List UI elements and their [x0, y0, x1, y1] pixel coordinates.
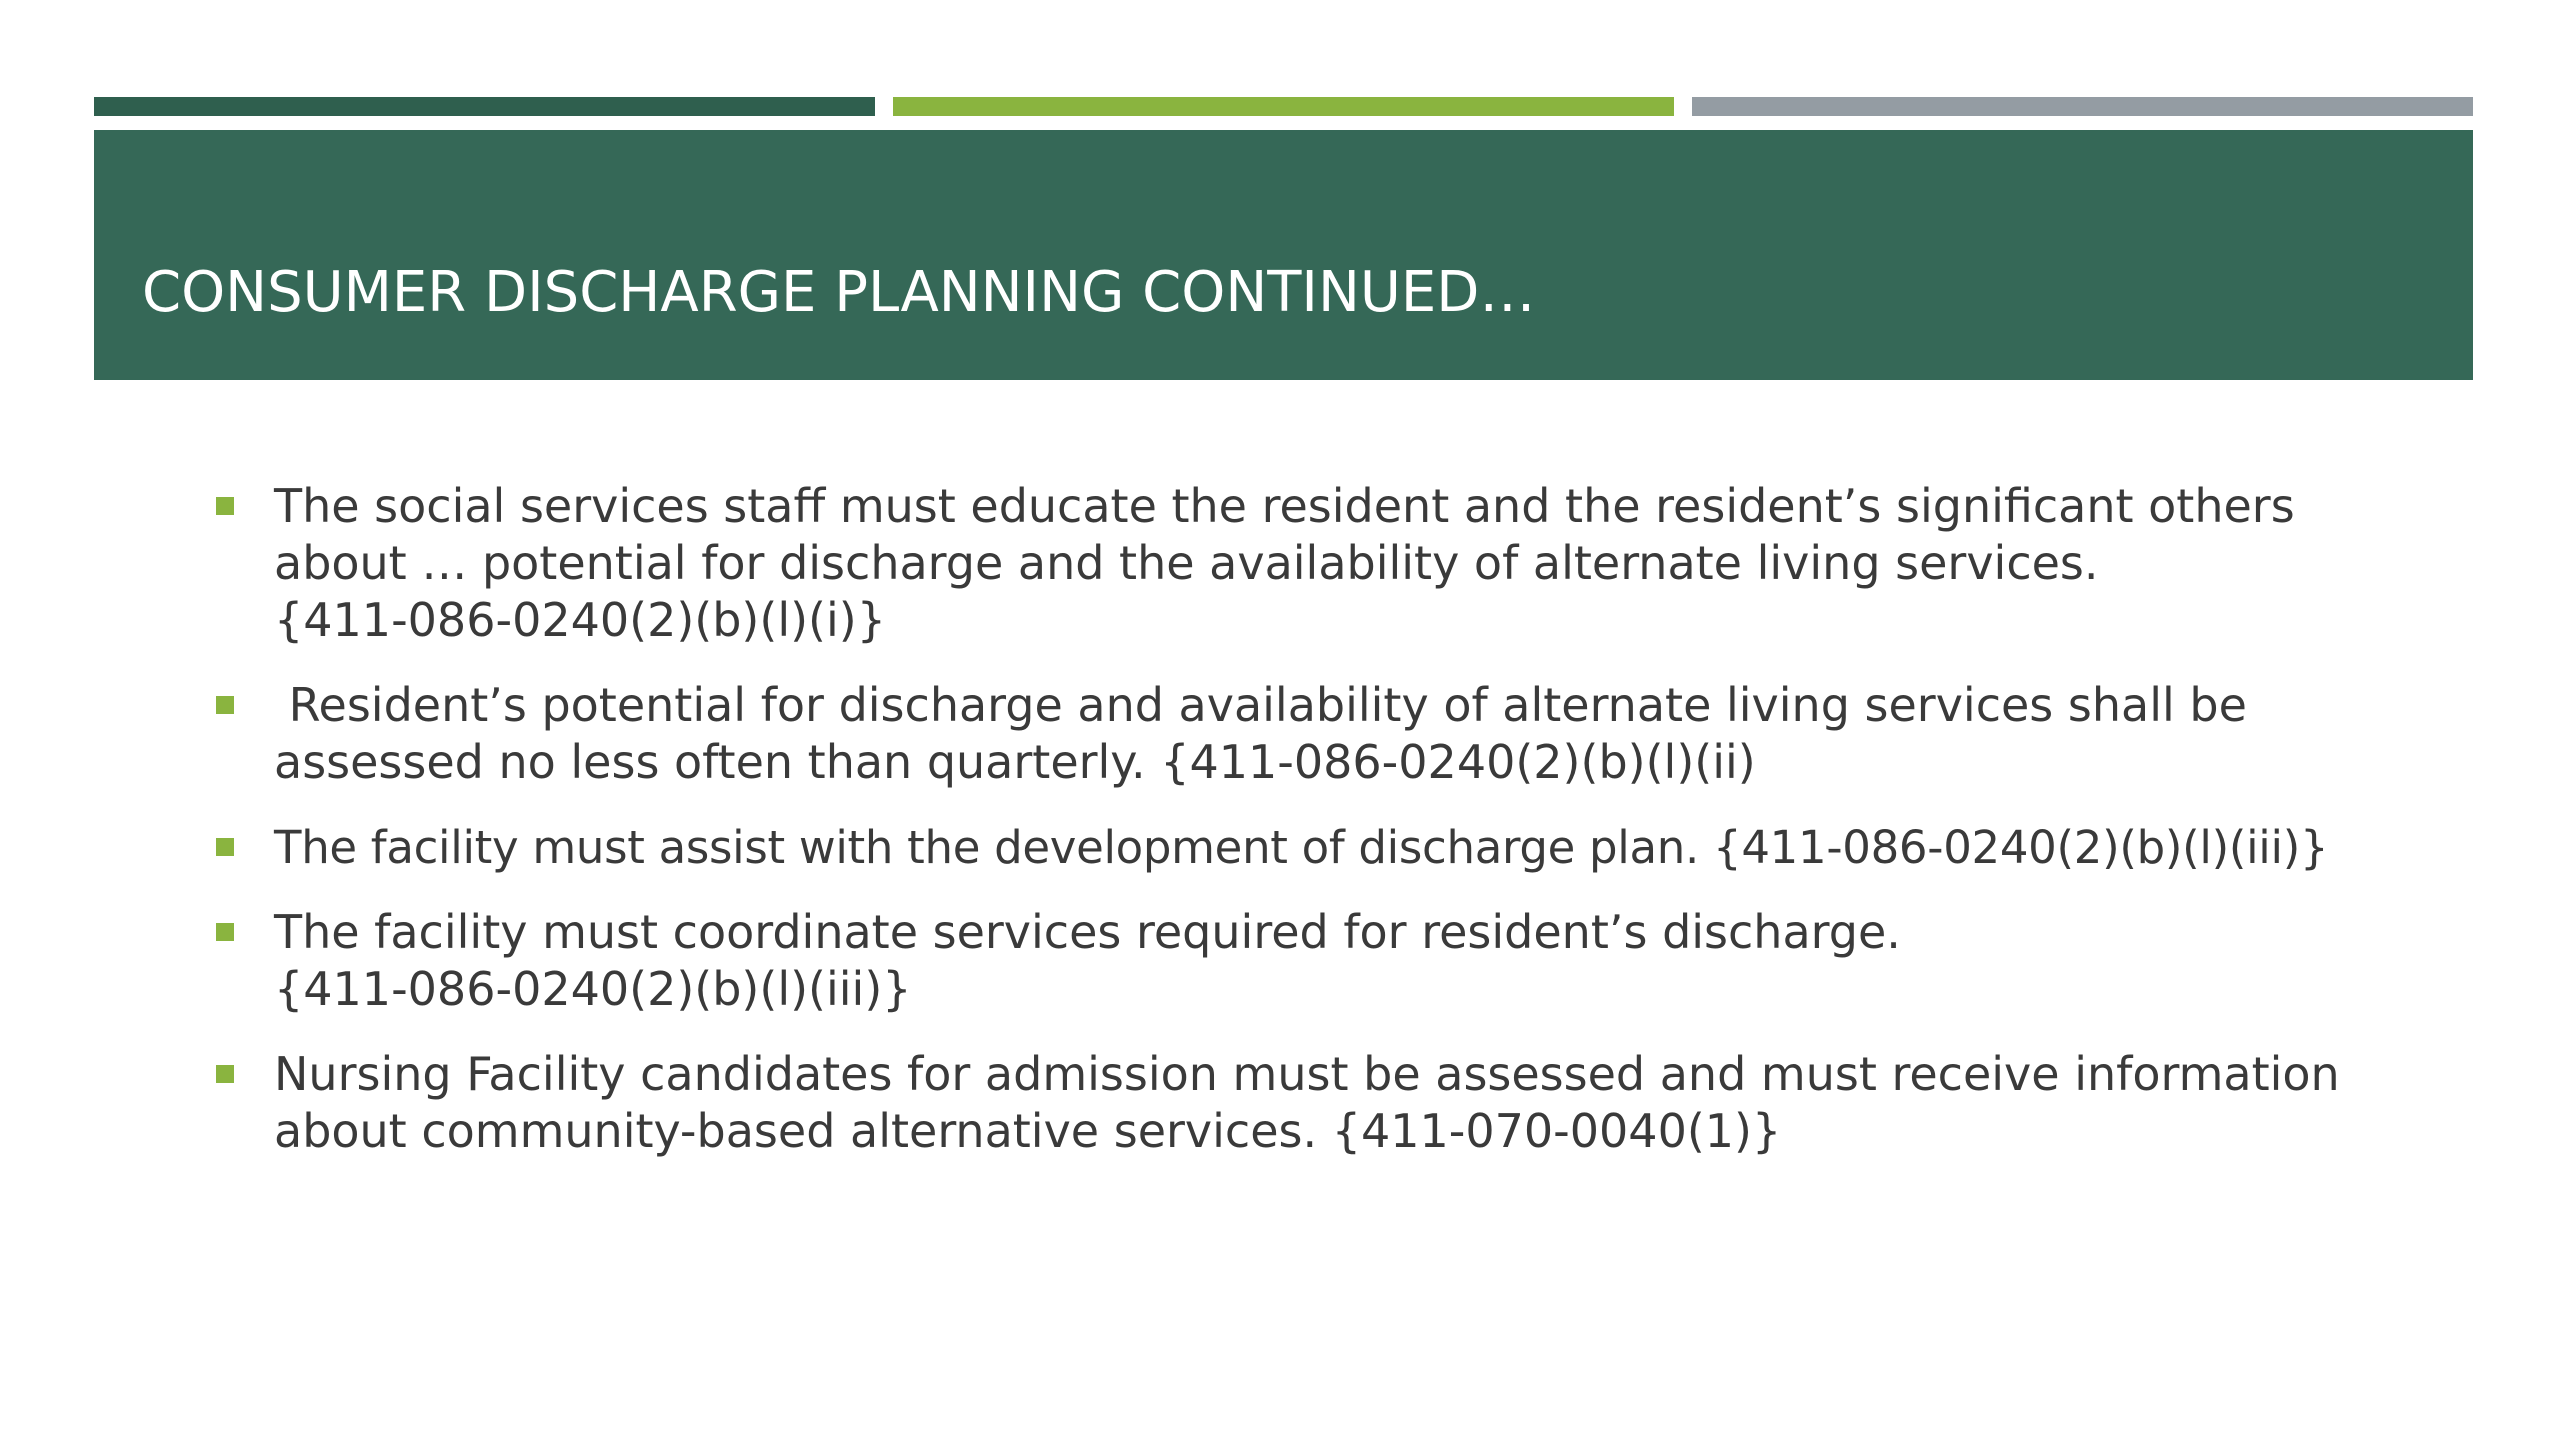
square-bullet-icon	[216, 497, 234, 515]
bullet-line: The facility must coordinate services required for resident’s discharge.	[274, 905, 1901, 959]
accent-bar-gray	[1692, 97, 2473, 116]
bullet-line: The facility must assist with the development of discharge plan. {411-086-0240(2)(b)(l)(iii)}	[274, 821, 2329, 874]
bullet-line: Resident’s potential for discharge and availability of alternate living services shall be	[274, 678, 2247, 732]
bullet-item-4	[210, 904, 2460, 1018]
square-bullet-icon	[216, 1065, 234, 1083]
bullet-line: about … potential for discharge and the availability of alternate living services.	[274, 536, 2099, 590]
square-bullet-icon	[216, 696, 234, 714]
bullet-line: about community-based alternative services. {411-070-0040(1)}	[274, 1104, 1782, 1158]
bullet-item-2	[210, 677, 2460, 791]
bullet-line: {411-086-0240(2)(b)(l)(iii)}	[274, 962, 912, 1016]
bullet-item-3	[210, 819, 2460, 876]
bullet-item-1	[210, 478, 2460, 649]
title-band	[94, 130, 2473, 380]
square-bullet-icon	[216, 923, 234, 941]
bullet-item-5	[210, 1046, 2460, 1160]
accent-bar-dark-green	[94, 97, 875, 116]
bullet-line: Nursing Facility candidates for admission must be assessed and must receive information	[274, 1047, 2340, 1101]
bullet-line: {411-086-0240(2)(b)(l)(i)}	[274, 593, 886, 647]
accent-bar-light-green	[893, 97, 1674, 116]
bullet-line: The social services staff must educate the resident and the resident’s significant others	[274, 479, 2295, 533]
square-bullet-icon	[216, 838, 234, 856]
bullet-line: assessed no less often than quarterly. {411-086-0240(2)(b)(l)(ii)	[274, 735, 1756, 789]
bullet-list	[210, 478, 2460, 1188]
slide-title: CONSUMER DISCHARGE PLANNING CONTINUED…	[142, 260, 1536, 325]
